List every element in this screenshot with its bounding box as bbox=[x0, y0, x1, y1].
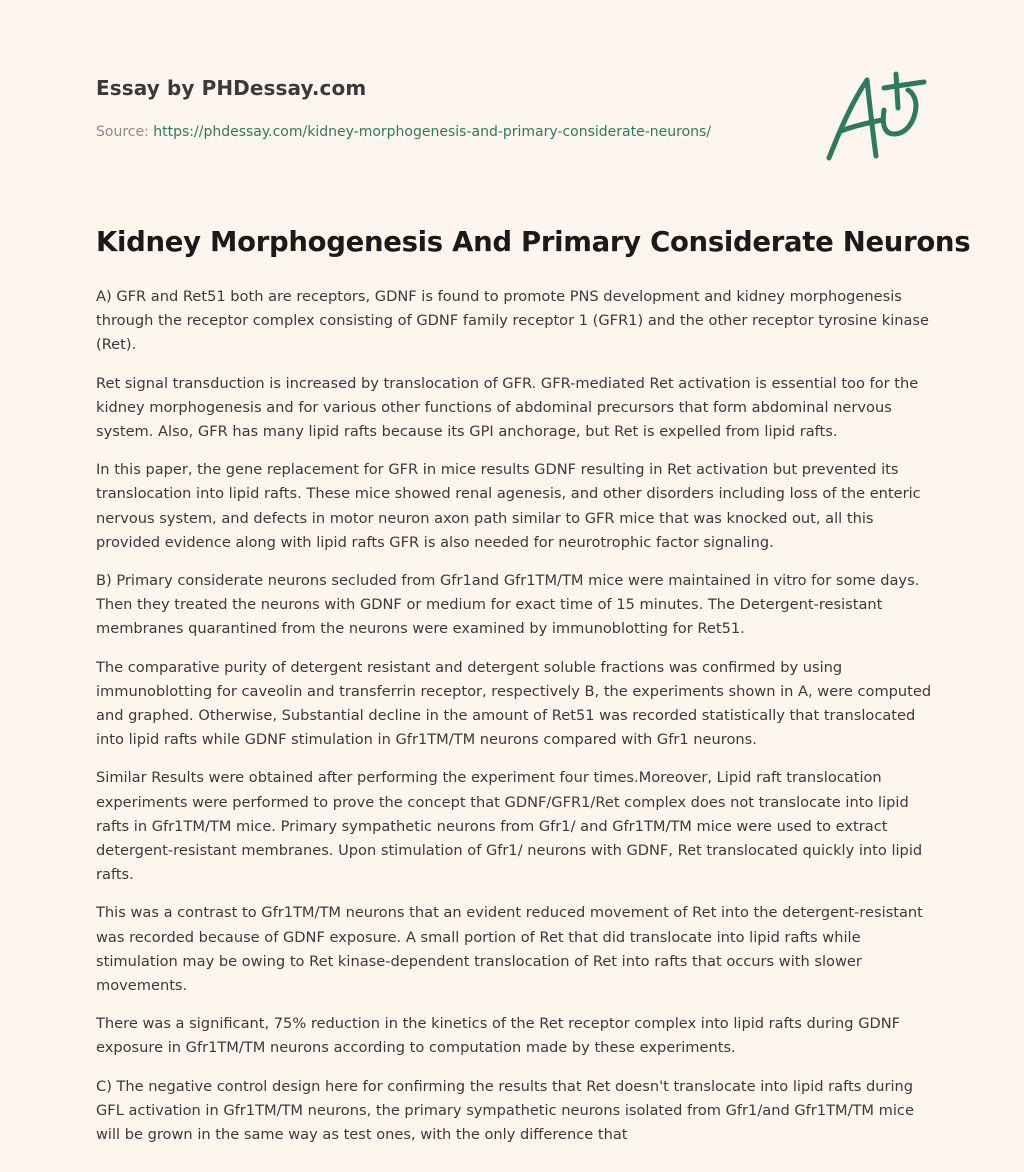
article-paragraph: Similar Results were obtained after performing the experiment four times.Moreover, Lipid raft translocation experiments were performed to prove the concept that GDNF/GFR1/Ret complex does not translocate into lipid rafts in Gfr1TM/TM mice. Primary sympathetic neurons from Gfr1/ and Gfr1TM/TM mice were used to extract detergent-resistant membranes. Upon stimulation of Gfr1/ neurons with GDNF, Ret translocated quickly into lipid rafts. bbox=[96, 769, 923, 884]
site-brand: Essay by PHDessay.com bbox=[96, 76, 367, 100]
article-title: Kidney Morphogenesis And Primary Considerate Neurons bbox=[96, 226, 971, 258]
a-plus-logo-icon bbox=[824, 68, 928, 164]
article-paragraph: B) Primary considerate neurons secluded from Gfr1and Gfr1TM/TM mice were maintained in vitro for some days. Then they treated the neurons with GDNF or medium for exact time of 15 minutes. The Detergent-resistant membranes quarantined from the neurons were examined by immunoblotting for Ret51. bbox=[96, 572, 920, 638]
source-line bbox=[96, 124, 711, 140]
article-paragraph: A) GFR and Ret51 both are receptors, GDNF is found to promote PNS development and kidney morphogenesis through the receptor complex consisting of GDNF family receptor 1 (GFR1) and the other receptor tyrosine kinase (Ret). bbox=[96, 288, 930, 354]
article-paragraph: C) The negative control design here for confirming the results that Ret doesn't translocate into lipid rafts during GFL activation in Gfr1TM/TM neurons, the primary sympathetic neurons isolated from Gfr1/and Gfr1TM/TM mice will be grown in the same way as test ones, with the only difference that bbox=[96, 1077, 914, 1144]
article-paragraph: Ret signal transduction is increased by translocation of GFR. GFR-mediated Ret activation is essential too for the kidney morphogenesis and for various other functions of abdominal precursors that form abdominal nervous system. Also, GFR has many lipid rafts because its GPI anchorage, but Ret is expelled from lipid rafts. bbox=[96, 374, 919, 441]
article-paragraph: In this paper, the gene replacement for GFR in mice results GDNF resulting in Ret activation but prevented its translocation into lipid rafts. These mice showed renal agenesis, and other disorders including loss of the enteric nervous system, and defects in motor neuron axon path similar to GFR mice that was knocked out, all this provided evidence along with lipid rafts GFR is also needed for neurotrophic factor signaling. bbox=[96, 461, 921, 551]
article-paragraph: The comparative purity of detergent resistant and detergent soluble fractions was confirmed by using immunoblotting for caveolin and transferrin receptor, respectively B, the experiments shown in A, were computed and graphed. Otherwise, Substantial decline in the amount of Ret51 was recorded statistically that translocated into lipid rafts while GDNF stimulation in Gfr1TM/TM neurons compared with Gfr1 neurons. bbox=[96, 658, 932, 749]
article-paragraph: This was a contrast to Gfr1TM/TM neurons that an evident reduced movement of Ret into the detergent-resistant was recorded because of GDNF exposure. A small portion of Ret that did translocate into lipid rafts while stimulation may be owing to Ret kinase-dependent translocation of Ret into rafts that occurs with slower movements. bbox=[96, 904, 923, 995]
source-link[interactable]: https://phdessay.com/kidney-morphogenesis-and-primary-considerate-neurons/ bbox=[153, 124, 712, 140]
article-body bbox=[96, 285, 932, 1161]
article-paragraph: There was a significant, 75% reduction in the kinetics of the Ret receptor complex into lipid rafts during GDNF exposure in Gfr1TM/TM neurons according to computation made by these experiments. bbox=[96, 1015, 901, 1057]
source-label: Source: bbox=[96, 124, 149, 140]
